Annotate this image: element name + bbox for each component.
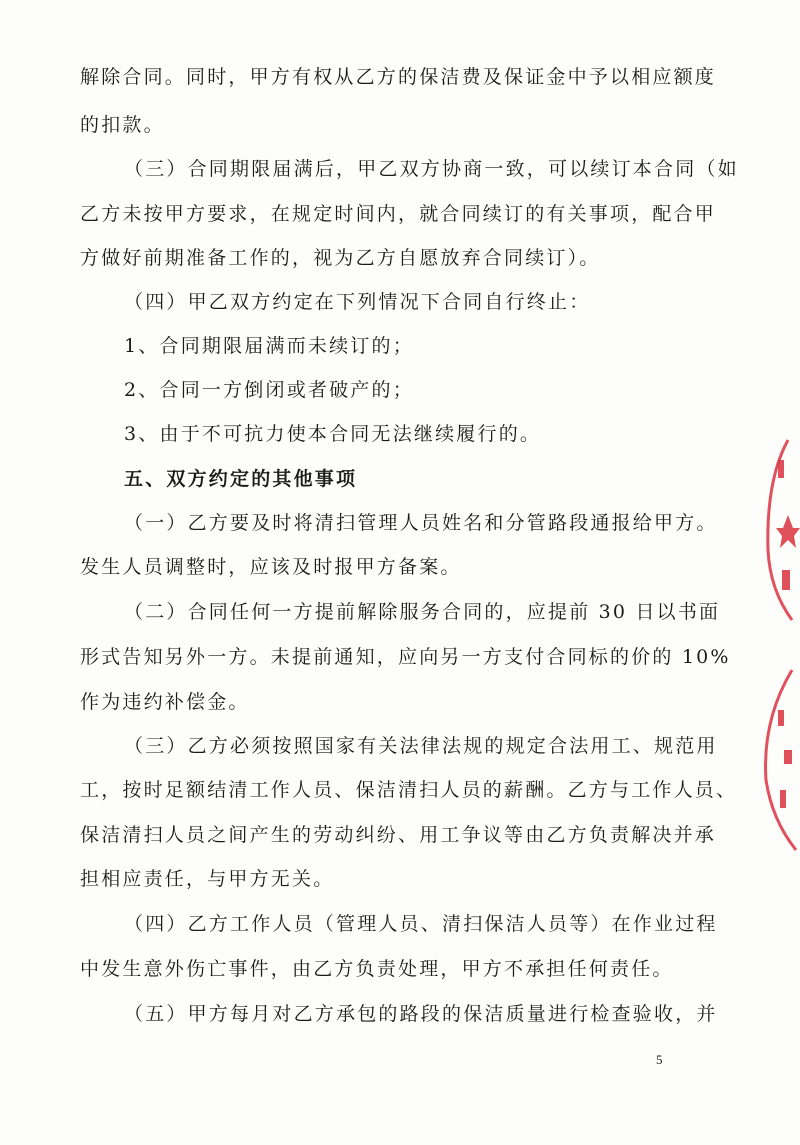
list-item: 3、由于不可抗力使本合同无法继续履行的。: [124, 423, 542, 445]
text-line: 形式告知另外一方。未提前通知，应向另一方支付合同标的价的 10%: [80, 646, 731, 668]
text-line: （四）甲乙双方约定在下列情况下合同自行终止：: [124, 291, 591, 313]
section-heading: 五、双方约定的其他事项: [124, 468, 358, 490]
text-line: 乙方未按甲方要求，在规定时间内，就合同续订的有关事项，配合甲: [80, 203, 717, 225]
text-line: （四）乙方工作人员（管理人员、清扫保洁人员等）在作业过程: [124, 913, 718, 935]
text-line: 工，按时足额结清工作人员、保洁清扫人员的薪酬。乙方与工作人员、: [80, 779, 738, 801]
text-line: 中发生意外伤亡事件，由乙方负责处理，甲方不承担任何责任。: [80, 958, 674, 980]
text-line: 方做好前期准备工作的，视为乙方自愿放弃合同续订）。: [80, 247, 601, 269]
text-line: 保洁清扫人员之间产生的劳动纠纷、用工争议等由乙方负责解决并承: [80, 824, 717, 846]
text-line: 担相应责任，与甲方无关。: [80, 868, 335, 890]
text-line: （三）合同期限届满后，甲乙双方协商一致，可以续订本合同（如: [124, 158, 739, 180]
text-line: 的扣款。: [80, 114, 165, 136]
seal-stamp-icon: [748, 420, 800, 860]
text-line: （五）甲方每月对乙方承包的路段的保洁质量进行检查验收，并: [124, 1003, 718, 1025]
list-item: 2、合同一方倒闭或者破产的；: [124, 379, 414, 401]
list-item: 1、合同期限届满而未续订的；: [124, 335, 414, 357]
text-line: 作为违约补偿金。: [80, 691, 250, 713]
page-number: 5: [656, 1052, 663, 1067]
text-line: 发生人员调整时，应该及时报甲方备案。: [80, 556, 462, 578]
text-line: （三）乙方必须按照国家有关法律法规的规定合法用工、规范用: [124, 735, 718, 757]
text-line: 解除合同。同时，甲方有权从乙方的保洁费及保证金中予以相应额度: [80, 66, 717, 88]
text-line: （二）合同任何一方提前解除服务合同的，应提前 30 日以书面: [124, 601, 721, 623]
text-line: （一）乙方要及时将清扫管理人员姓名和分管路段通报给甲方。: [124, 512, 718, 534]
